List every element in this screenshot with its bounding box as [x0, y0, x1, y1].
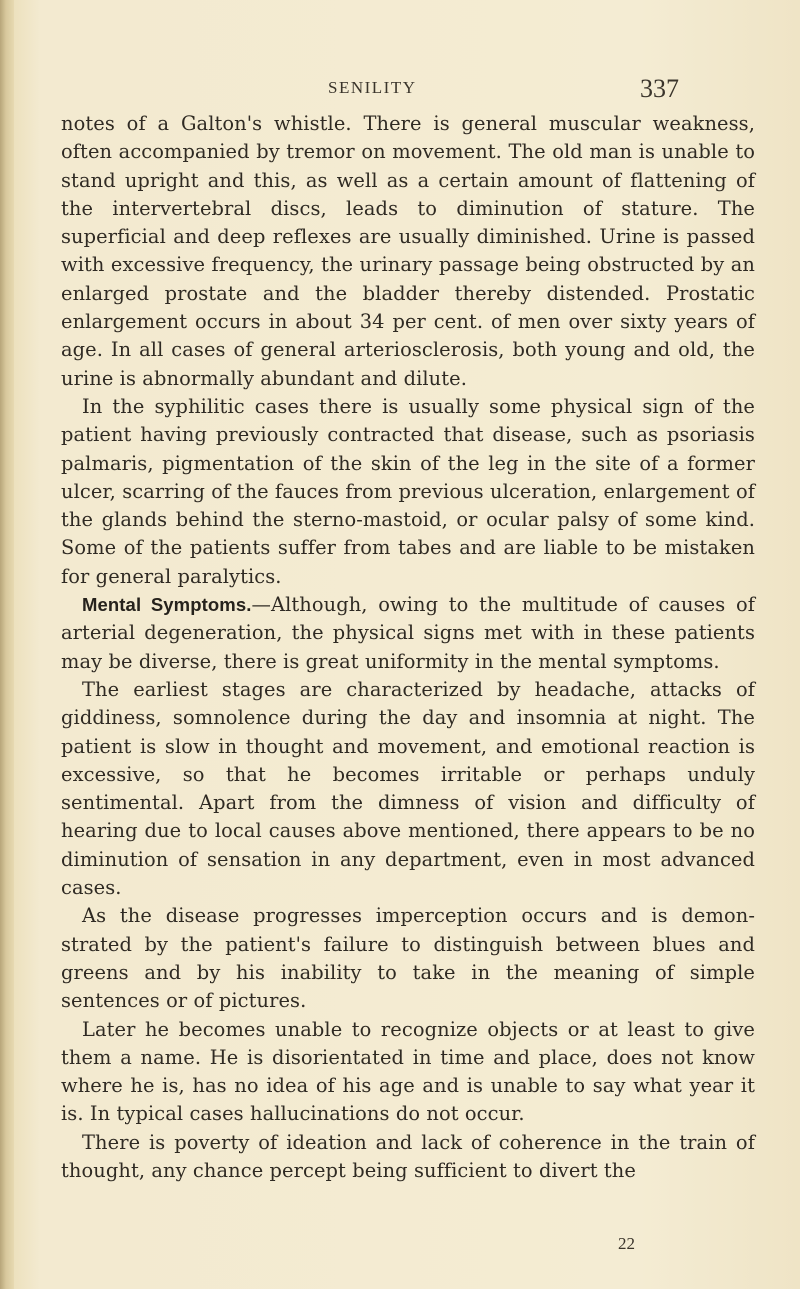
paragraph-imperception: As the disease progresses imperception occurs and is demon- strated by the patient's failure to distinguish between blues and greens and by his inability to take in the meaning of simple sentences or of pictures.	[61, 904, 755, 1013]
paragraph-mental-symptoms-text: —Although, owing to the multitude of causes of arterial degeneration, the physical signs met with in these patients may be diverse, there is great uniformity in the mental symptoms.	[61, 593, 755, 673]
page-number: 337	[640, 74, 679, 103]
paragraph-urinary-symptoms: notes of a Galton's whistle. There is general muscular weakness, often accompanied by tremor on movement. The old man is unable to stand upright and this, as well as a certain amount of flattening of the intervertebral discs, leads to diminution of stature. The superficial and deep reflexes are usually diminished. Urine is passed with excessive frequency, the urinary passage being obstructed by an enlarged prostate and the bladder thereby distended. Prostatic enlargement occurs in about 34 per cent. of men over sixty years of age. In all cases of general arteriosclerosis, both young and old, the urine is abnormally abundant and dilute.	[61, 112, 755, 390]
book-spine-shadow	[0, 0, 14, 1289]
signature-mark: 22	[618, 1234, 635, 1253]
body-text	[61, 110, 755, 1185]
paragraph-earliest-stages: The earliest stages are characterized by headache, attacks of giddiness, somnolence during the day and insomnia at night. The patient is slow in thought and movement, and emotional reaction is excessive, so that he becomes irritable or perhaps unduly sentimental. Apart from the dimness of vision and difficulty of hearing due to local causes above mentioned, there appears to be no diminution of sensation in any department, even in most advanced cases.	[61, 677, 755, 900]
paragraph-poverty-of-ideation: There is poverty of ideation and lack of coherence in the train of thought, any chance percept being sufficient to divert the	[61, 1130, 755, 1182]
section-heading-mental-symptoms: Mental Symptoms.	[82, 594, 252, 616]
paragraph-mental-symptoms	[61, 591, 755, 676]
paragraph-syphilitic-cases: In the syphilitic cases there is usually some physical sign of the patient having previously contracted that disease, such as psoriasis palmaris, pigmentation of the skin of the leg in the site of a former ulcer, scarring of the fauces from previous ulceration, enlargement of the glands behind the sterno-mastoid, or ocular palsy of some kind. Some of the patients suffer from tabes and are liable to be mistaken for general paralytics.	[61, 394, 755, 588]
page-header	[0, 72, 800, 112]
paragraph-disorientation: Later he becomes unable to recognize objects or at least to give them a name. He is disorientated in time and place, does not know where he is, has no idea of his age and is unable to say what year it is. In typical cases hallucinations do not occur.	[61, 1017, 755, 1126]
running-title: SENILITY	[328, 78, 417, 97]
